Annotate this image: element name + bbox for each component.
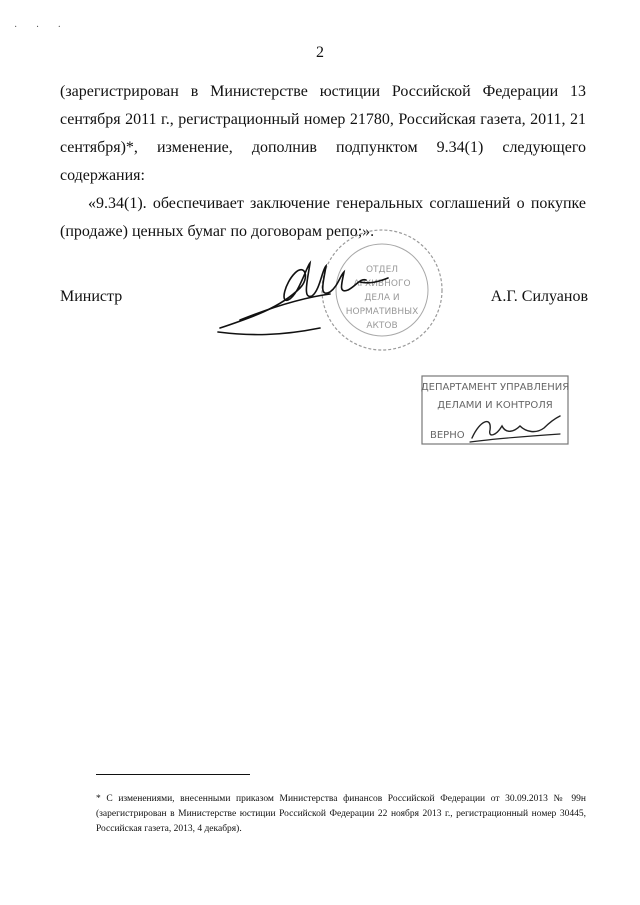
seal-line-4: НОРМАТИВНЫХ (345, 307, 419, 317)
footnote: * С изменениями, внесенными приказом Министерства финансов Российской Федерации от 30.09.2013 № 99н (зарегистрирован в Министерстве юстиции Российской Федерации 22 ноября 2013 г., регистрационный номер 30445, Российская газета, 2013, 4 декабря). (96, 794, 586, 834)
body-continuation: (зарегистрирован в Министерстве юстиции Российской Федерации 13 сентября 2011 г., регистрационный номер 21780, Российская газета, 2011, 21 сентября)*, изменение, дополнив подпунктом 9.34(1) следующего содержания: (60, 83, 586, 184)
handwritten-signature (218, 263, 388, 335)
round-seal (322, 230, 442, 350)
seal-line-1: ОТДЕЛ (365, 265, 399, 275)
stamp-line-3: ВЕРНО (430, 430, 465, 441)
stamp-line-2: ДЕЛАМИ И КОНТРОЛЯ (437, 400, 553, 411)
document-body (60, 78, 586, 246)
scan-marks: · · · (14, 22, 69, 33)
stamp-line-1: ДЕПАРТАМЕНТ УПРАВЛЕНИЯ (420, 382, 570, 393)
signer-role: Министр (60, 288, 123, 305)
seal-line-3: ДЕЛА И (364, 293, 400, 303)
signature-and-seal (210, 228, 450, 368)
page-number: 2 (316, 44, 324, 61)
seal-line-5: АКТОВ (366, 321, 398, 331)
signer-name: А.Г. Силуанов (490, 288, 588, 305)
seal-line-2: АРХИВНОГО (353, 279, 411, 289)
verification-stamp (410, 372, 580, 452)
footnote-separator (96, 774, 250, 775)
body-paragraph: «9.34(1). обеспечивает заключение генеральных соглашений о покупке (продаже) ценных бумаг по договорам репо;». (60, 195, 586, 240)
